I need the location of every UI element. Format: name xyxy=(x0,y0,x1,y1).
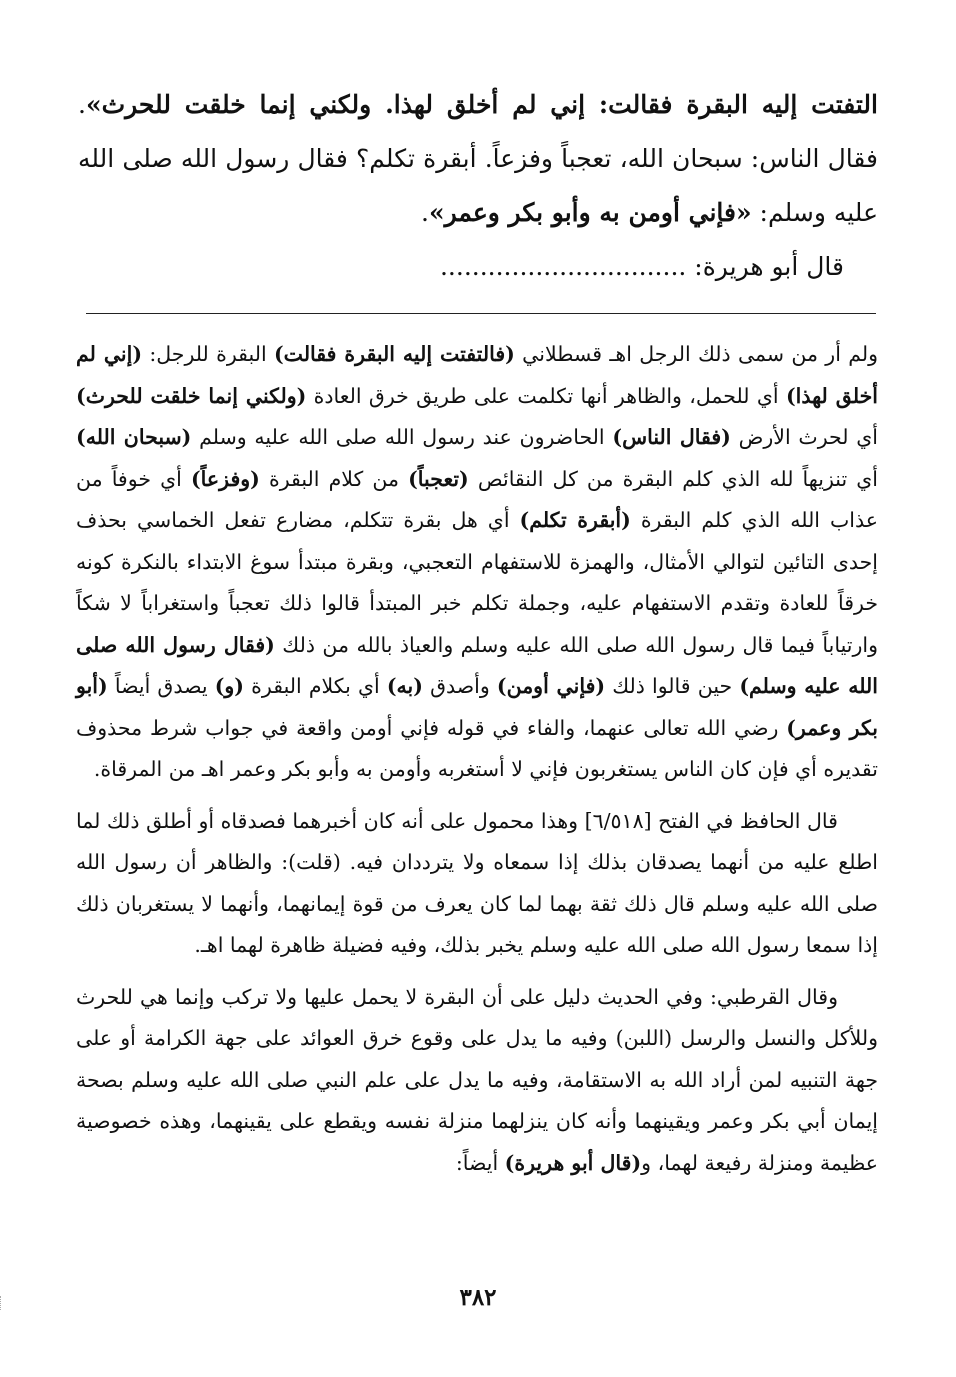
quoted-hadith-phrase: (سبحان الله) xyxy=(76,425,192,449)
quoted-hadith-phrase: (فالتفتت إليه البقرة فقالت) xyxy=(273,342,515,366)
quoted-hadith-phrase: (فإني أومن) xyxy=(496,674,606,698)
quoted-hadith-phrase: (أبو بكر وعمر) xyxy=(76,674,879,740)
hadith-line-3-end: . xyxy=(421,198,429,227)
hadith-ellipsis: ............................... xyxy=(439,252,687,281)
quoted-hadith-phrase: (قال أبو هريرة) xyxy=(504,1150,642,1175)
commentary-text: أي بكلام البقرة xyxy=(244,674,387,698)
commentary-text: يصدق أيضاً xyxy=(107,674,215,698)
commentary-text: أي هل بقرة تتكلم، مضارع تفعل الخماسي بحذف إحدى التائين لتوالي الأمثال، والهمزة للاستفهام التعجبي، وبقرة مبتدأ سوغ الابتداء بالنكرة كونه خرقاً للعادة وتقدم الاستفهام عليه، وجملة تكلم خبر المبتدأ قالوا ذلك تعجباً واستغراباً لا شكاً وارتياباً فيما قال رسول الله صلى الله عليه وسلم والعياذ بالله من ذلك xyxy=(76,508,879,657)
quoted-hadith-phrase: (و) xyxy=(214,674,245,698)
commentary-text: وأصدق xyxy=(422,674,497,698)
quoted-hadith-phrase: (فقال رسول الله صلى الله عليه وسلم) xyxy=(76,632,878,698)
footnote-divider xyxy=(86,313,876,314)
hadith-next-narration xyxy=(78,240,878,294)
commentary-text: الحاضرون عند رسول الله صلى الله عليه وسلم xyxy=(191,425,613,449)
commentary-text: من كلام البقرة xyxy=(259,466,409,491)
hadith-line-1-rest: . فقال xyxy=(78,90,879,173)
commentary-block xyxy=(76,334,878,1184)
quoted-hadith-phrase: (وفزعاً) xyxy=(190,466,260,491)
commentary-text: ولم أر من سمى ذلك الرجل اهـ قسطلاني xyxy=(514,342,879,366)
quoted-hadith-phrase: (أبقرة تكلم) xyxy=(519,508,631,532)
commentary-text: أيضاً: xyxy=(455,1150,505,1175)
commentary-paragraph-2: قال الحافظ في الفتح [٦/٥١٨] وهذا محمول على أنه كان أخبرهما فصدقاه أو أطلق ذلك لما اطلع عليه من أنهما يصدقان بذلك إذا سمعاه ولا يترددان فيه. (قلت): والظاهر أن رسول الله صلى الله عليه وسلم قال ذلك ثقة بهما لما كان يعرف من قوة إيمانهما، وأنهما لا يستغربان ذلك إذا سمعا رسول الله صلى الله عليه وسلم يخبر بذلك، وفيه فضيلة ظاهرة لهما اهـ. xyxy=(76,808,878,957)
commentary-text: البقرة للرجل: xyxy=(142,342,274,366)
page-number: ٣٨٢ xyxy=(459,1284,497,1311)
quoted-hadith-phrase: (تعجباً) xyxy=(408,466,469,491)
commentary-text: أي تنزيهاً لله الذي كلم البقرة من كل النقائص xyxy=(468,466,879,491)
hadith-paragraph xyxy=(78,78,878,240)
commentary-text: رضي الله تعالى عنهما، والفاء في قوله فإني أومن واقعة في جواب شرط محذوف تقديره أي فإن كان الناس يستغربون فإني لا أستغربه وأومن به وأبو بكر وعمر اهـ من المرقاة. xyxy=(76,715,878,781)
hadith-next-narrator: قال أبو هريرة: xyxy=(686,252,844,281)
hadith-line-2: الناس: سبحان الله، تعجباً وفزعاً. أبقرة تكلم؟ فقال رسول الله صلى الله عليه xyxy=(78,144,878,227)
margin-mark xyxy=(0,1296,9,1310)
quoted-hadith-phrase: (إني لم أخلق لهذا) xyxy=(76,342,878,408)
hadith-line-1-bold: التفتت إليه البقرة فقالت: إني لم أخلق لهذا. ولكني إنما خلقت للحرث» xyxy=(85,90,878,119)
quoted-hadith-phrase: (به) xyxy=(386,674,423,698)
commentary-text: حين قالوا ذلك xyxy=(605,674,740,698)
commentary-text: وقال القرطبي: وفي الحديث دليل على أن البقرة لا يحمل عليها ولا تركب وإنما هي للحرث وللأكل والنسل والرسل (اللبن) وفيه ما يدل على وقوع خرق العوائد على جهة الكرامة أو على جهة التنبيه لمن أراد الله به الاستقامة، وفيه ما يدل على علم النبي صلى الله عليه وسلم بصحة إيمان أبي بكر وعمر ويقينهما وأنه كان ينزلهما منزلة نفسه ويقطع على يقينهما، وهذه خصوصية عظيمة ومنزلة رفيعة لهما، و xyxy=(76,984,878,1175)
quoted-hadith-phrase: (فقال الناس) xyxy=(612,425,731,449)
commentary-text: أي لحرث الأرض xyxy=(730,425,879,449)
commentary-text: أي خوفاً من عذاب الله الذي كلم البقرة xyxy=(76,466,878,532)
commentary-text: أي للحمل، والظاهر أنها تكلمت على طريق خرق العادة xyxy=(306,383,786,408)
hadith-line-3-start: وسلم: xyxy=(751,198,826,227)
hadith-text-block xyxy=(78,78,878,294)
commentary-paragraph-1 xyxy=(76,334,878,791)
quoted-hadith-phrase: (ولكني إنما خلقت للحرث) xyxy=(76,383,307,408)
hadith-prophet-quote: «فإني أومن به وأبو بكر وعمر» xyxy=(428,198,752,227)
commentary-paragraph-3 xyxy=(76,977,878,1185)
